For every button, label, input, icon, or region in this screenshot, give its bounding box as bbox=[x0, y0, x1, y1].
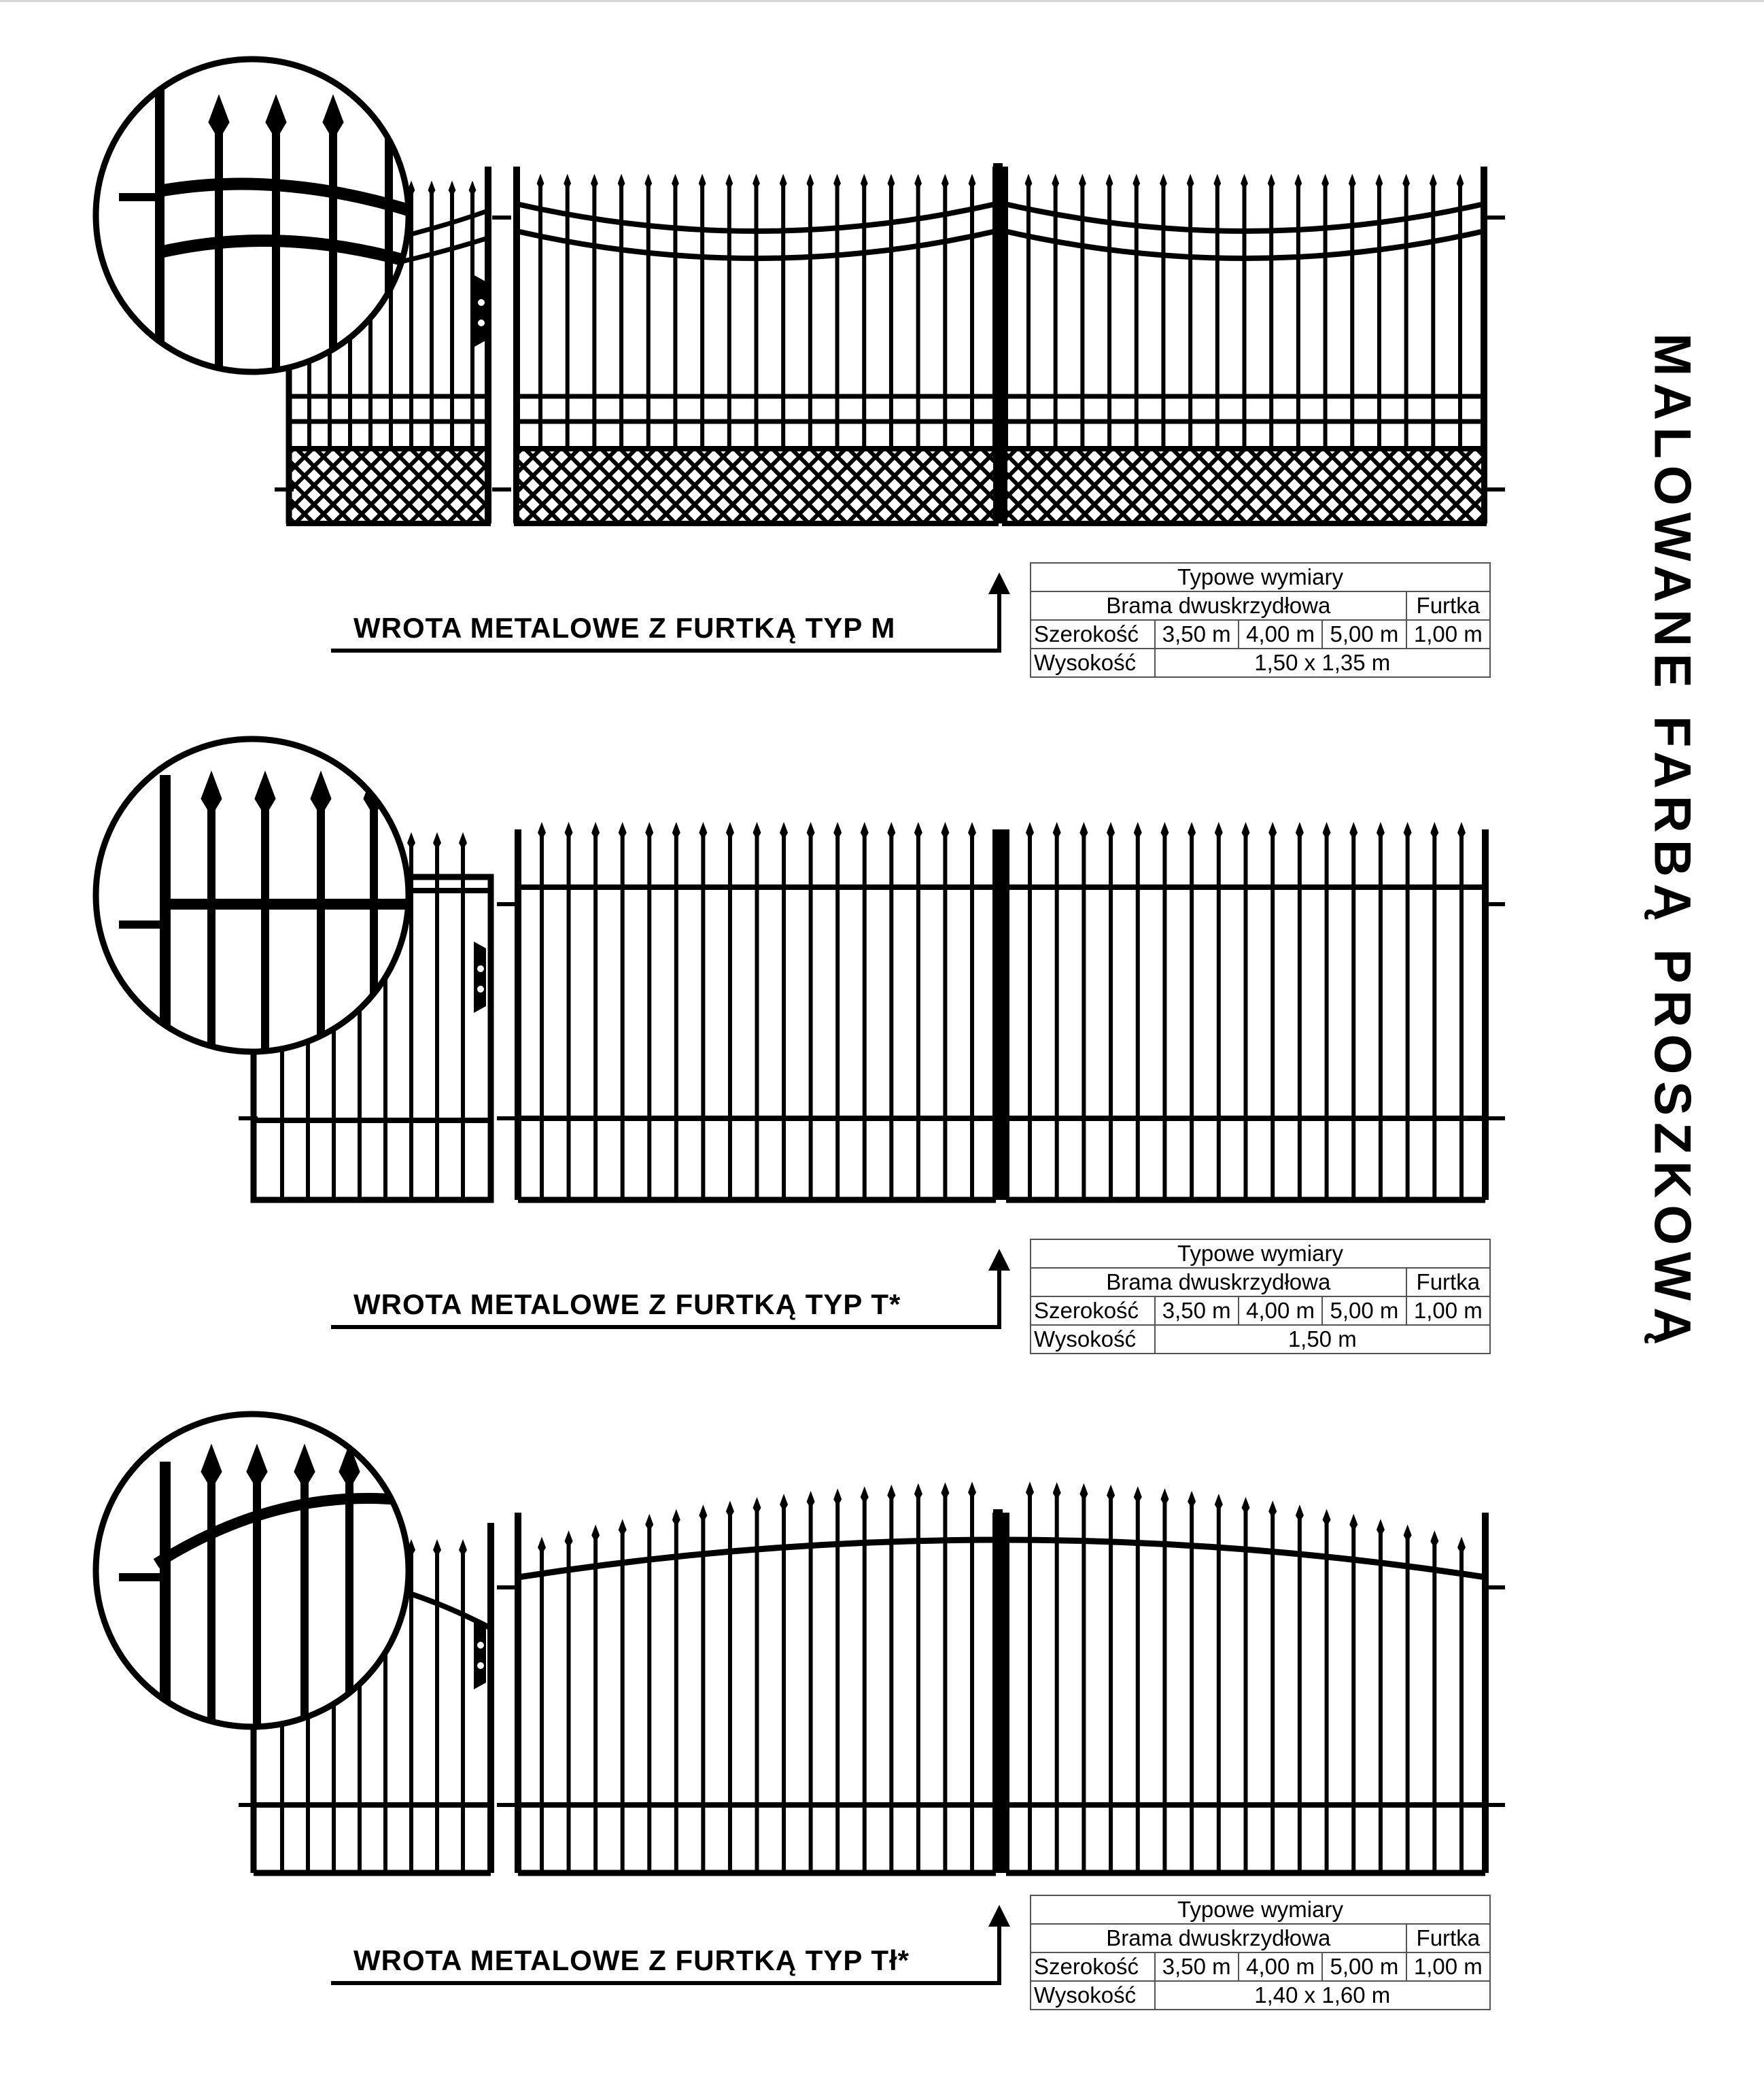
arrow-head bbox=[988, 1905, 1010, 1927]
spear-tip bbox=[1296, 1504, 1304, 1522]
gate-section-tl bbox=[0, 1360, 1764, 2039]
gate-label: Brama dwuskrzydłowa bbox=[1031, 1924, 1406, 1952]
spear-tip bbox=[1377, 822, 1385, 840]
spear-tip bbox=[1026, 1481, 1034, 1499]
spear-tip bbox=[1025, 174, 1033, 190]
spear-tip bbox=[861, 822, 869, 840]
spear-tip bbox=[753, 822, 761, 840]
spear-tip bbox=[1242, 822, 1250, 840]
gate-tl-drawing bbox=[0, 1360, 1764, 2039]
spear-tip bbox=[1079, 822, 1088, 840]
spear-tip bbox=[861, 174, 868, 190]
spear-tip bbox=[537, 174, 544, 190]
spear-tip bbox=[699, 174, 706, 190]
width-value: 4,00 m bbox=[1239, 620, 1322, 649]
gate-frame bbox=[517, 449, 996, 523]
lock-keyhole bbox=[477, 965, 484, 972]
spear-tip bbox=[1294, 174, 1302, 190]
spear-tip bbox=[469, 181, 477, 196]
spear-tip bbox=[1188, 1491, 1196, 1509]
spear-tip bbox=[459, 832, 467, 850]
spear-tip bbox=[1160, 822, 1169, 840]
spear-tip bbox=[780, 822, 788, 840]
spear-tip bbox=[1187, 174, 1194, 190]
spear-tip bbox=[968, 1481, 976, 1499]
gate-label: Brama dwuskrzydłowa bbox=[1031, 591, 1406, 620]
spear-tip bbox=[591, 1524, 600, 1542]
spear-tip bbox=[780, 174, 787, 190]
gate-section-t bbox=[0, 680, 1764, 1360]
width-value: 1,00 m bbox=[1406, 1296, 1490, 1325]
gate-m-caption: WROTA METALOWE Z FURTKĄ TYP M bbox=[353, 612, 896, 644]
spear-tip bbox=[968, 822, 976, 840]
spear-tip bbox=[1053, 822, 1061, 840]
spear-tip bbox=[538, 1536, 546, 1554]
spear-tip bbox=[1377, 1519, 1385, 1536]
width-value: 1,00 m bbox=[1406, 620, 1490, 649]
spear-tip bbox=[1107, 822, 1115, 840]
spear-tip bbox=[1134, 1486, 1142, 1504]
spear-tip bbox=[941, 822, 949, 840]
spear-tip bbox=[887, 822, 895, 840]
arrow-head bbox=[988, 1249, 1010, 1271]
spear-tip bbox=[1241, 174, 1248, 190]
side-title-text: MALOWANE FARBĄ PROSZKOWĄ bbox=[1643, 333, 1701, 1352]
spear-tip bbox=[433, 1539, 441, 1557]
spear-tip bbox=[1323, 1509, 1331, 1527]
spear-tip bbox=[1215, 822, 1223, 840]
gate-tl-dimensions-table bbox=[1030, 1895, 1491, 2010]
spear-tip bbox=[449, 181, 456, 196]
spear-tip bbox=[672, 174, 679, 190]
spear-tip bbox=[1160, 174, 1167, 190]
spear-tip bbox=[1134, 822, 1142, 840]
spear-tip bbox=[833, 822, 842, 840]
spear-tip bbox=[1132, 174, 1140, 190]
spear-tip bbox=[1079, 1483, 1088, 1501]
spear-tip bbox=[725, 174, 733, 190]
spear-tip bbox=[833, 1488, 842, 1506]
spear-tip bbox=[619, 822, 627, 840]
width-value: 3,50 m bbox=[1155, 1952, 1239, 1981]
spear-tip bbox=[1160, 1488, 1169, 1506]
spear-tip bbox=[1430, 174, 1437, 190]
spear-tip bbox=[941, 174, 949, 190]
height-value: 1,50 x 1,35 m bbox=[1155, 649, 1490, 677]
width-value: 5,00 m bbox=[1322, 1296, 1406, 1325]
spear-tip bbox=[1457, 822, 1466, 840]
lock-keyhole bbox=[478, 320, 485, 326]
width-value: 4,00 m bbox=[1239, 1952, 1322, 1981]
spear-tip bbox=[459, 1539, 467, 1557]
width-label: Szerokość bbox=[1031, 1296, 1155, 1325]
height-value: 1,50 m bbox=[1155, 1325, 1490, 1354]
spear-tip bbox=[645, 1514, 653, 1532]
lock-keyhole bbox=[477, 986, 484, 993]
spear-tip bbox=[1268, 1500, 1277, 1518]
width-value: 1,00 m bbox=[1406, 1952, 1490, 1981]
spear-tip bbox=[861, 1486, 869, 1504]
spear-tip bbox=[914, 174, 922, 190]
spear-tip bbox=[1349, 1514, 1357, 1532]
spear-tip bbox=[538, 822, 546, 840]
spear-tip bbox=[407, 832, 415, 850]
table-header: Typowe wymiary bbox=[1031, 1895, 1490, 1924]
spear-tip bbox=[565, 1530, 573, 1548]
spear-tip bbox=[618, 174, 625, 190]
wicket-label: Furtka bbox=[1406, 591, 1490, 620]
spear-tip bbox=[914, 822, 922, 840]
width-label: Szerokość bbox=[1031, 620, 1155, 649]
spear-tip bbox=[1376, 174, 1383, 190]
width-value: 5,00 m bbox=[1322, 620, 1406, 649]
height-label: Wysokość bbox=[1031, 1981, 1155, 2010]
spear-tip bbox=[699, 822, 707, 840]
gate-tl-caption: WROTA METALOWE Z FURTKĄ TYP Tł* bbox=[353, 1944, 910, 1976]
height-value: 1,40 x 1,60 m bbox=[1155, 1981, 1490, 2010]
spear-tip bbox=[726, 1500, 734, 1518]
lock-keyhole bbox=[477, 1662, 484, 1669]
spear-tip bbox=[1404, 1524, 1412, 1542]
width-label: Szerokość bbox=[1031, 1952, 1155, 1981]
gate-label: Brama dwuskrzydłowa bbox=[1031, 1268, 1406, 1296]
spear-tip bbox=[941, 1482, 949, 1500]
gate-m-drawing bbox=[0, 0, 1764, 680]
wicket-label: Furtka bbox=[1406, 1924, 1490, 1952]
spear-tip bbox=[1430, 822, 1438, 840]
spear-tip bbox=[1213, 174, 1221, 190]
spear-tip bbox=[807, 1491, 815, 1509]
spear-tip bbox=[753, 1497, 761, 1515]
spear-tip bbox=[726, 822, 734, 840]
gate-frame bbox=[289, 449, 488, 523]
spear-tip bbox=[1296, 822, 1304, 840]
spear-tip bbox=[914, 1483, 922, 1501]
arrow-head bbox=[988, 572, 1010, 594]
width-value: 4,00 m bbox=[1239, 1296, 1322, 1325]
spear-tip bbox=[969, 174, 976, 190]
spear-tip bbox=[1242, 1497, 1250, 1515]
spear-tip bbox=[564, 174, 571, 190]
spear-tip bbox=[1079, 174, 1086, 190]
gate-m-dimensions-table bbox=[1030, 562, 1491, 678]
spear-tip bbox=[565, 822, 573, 840]
spear-tip bbox=[807, 822, 815, 840]
gate-t-dimensions-table bbox=[1030, 1239, 1491, 1354]
spear-tip bbox=[1268, 174, 1275, 190]
spear-tip bbox=[1321, 174, 1329, 190]
spear-tip bbox=[1106, 174, 1113, 190]
wicket-label: Furtka bbox=[1406, 1268, 1490, 1296]
table-header: Typowe wymiary bbox=[1031, 1239, 1490, 1268]
table-header: Typowe wymiary bbox=[1031, 563, 1490, 591]
spear-tip bbox=[1349, 174, 1356, 190]
spear-tip bbox=[780, 1494, 788, 1511]
spear-tip bbox=[753, 174, 760, 190]
spear-tip bbox=[591, 822, 600, 840]
gate-frame bbox=[1005, 449, 1484, 523]
height-label: Wysokość bbox=[1031, 1325, 1155, 1354]
spear-tip bbox=[1052, 174, 1059, 190]
spear-tip bbox=[1026, 822, 1034, 840]
spear-tip bbox=[672, 822, 680, 840]
width-value: 3,50 m bbox=[1155, 620, 1239, 649]
spear-tip bbox=[645, 822, 653, 840]
spear-tip bbox=[1053, 1482, 1061, 1500]
lock-plate bbox=[474, 1618, 486, 1689]
lock-keyhole bbox=[477, 1642, 484, 1649]
width-value: 5,00 m bbox=[1322, 1952, 1406, 1981]
spear-tip bbox=[1268, 822, 1277, 840]
gate-section-m bbox=[0, 0, 1764, 680]
spear-tip bbox=[591, 174, 598, 190]
spear-tip bbox=[644, 174, 652, 190]
spear-tip bbox=[699, 1504, 707, 1522]
lock-plate bbox=[474, 942, 486, 1013]
spear-tip bbox=[428, 181, 436, 196]
spear-tip bbox=[1457, 1536, 1466, 1554]
side-title bbox=[1645, 333, 1699, 1645]
spear-tip bbox=[806, 174, 814, 190]
lock-plate bbox=[474, 275, 487, 347]
spear-tip bbox=[1323, 822, 1331, 840]
spear-tip bbox=[1430, 1530, 1438, 1548]
spear-tip bbox=[887, 1485, 895, 1502]
width-value: 3,50 m bbox=[1155, 1296, 1239, 1325]
gate-t-drawing bbox=[0, 680, 1764, 1360]
spear-tip bbox=[1349, 822, 1357, 840]
spear-tip bbox=[672, 1509, 680, 1527]
spear-tip bbox=[1215, 1494, 1223, 1511]
spear-tip bbox=[433, 832, 441, 850]
height-label: Wysokość bbox=[1031, 649, 1155, 677]
spear-tip bbox=[1107, 1485, 1115, 1502]
gate-t-caption: WROTA METALOWE Z FURTKĄ TYP T* bbox=[353, 1288, 901, 1320]
spear-tip bbox=[888, 174, 895, 190]
spear-tip bbox=[1404, 822, 1412, 840]
spear-tip bbox=[1402, 174, 1410, 190]
spear-tip bbox=[1457, 174, 1464, 190]
spear-tip bbox=[1188, 822, 1196, 840]
lock-keyhole bbox=[478, 299, 485, 306]
spear-tip bbox=[833, 174, 841, 190]
spear-tip bbox=[619, 1519, 627, 1536]
